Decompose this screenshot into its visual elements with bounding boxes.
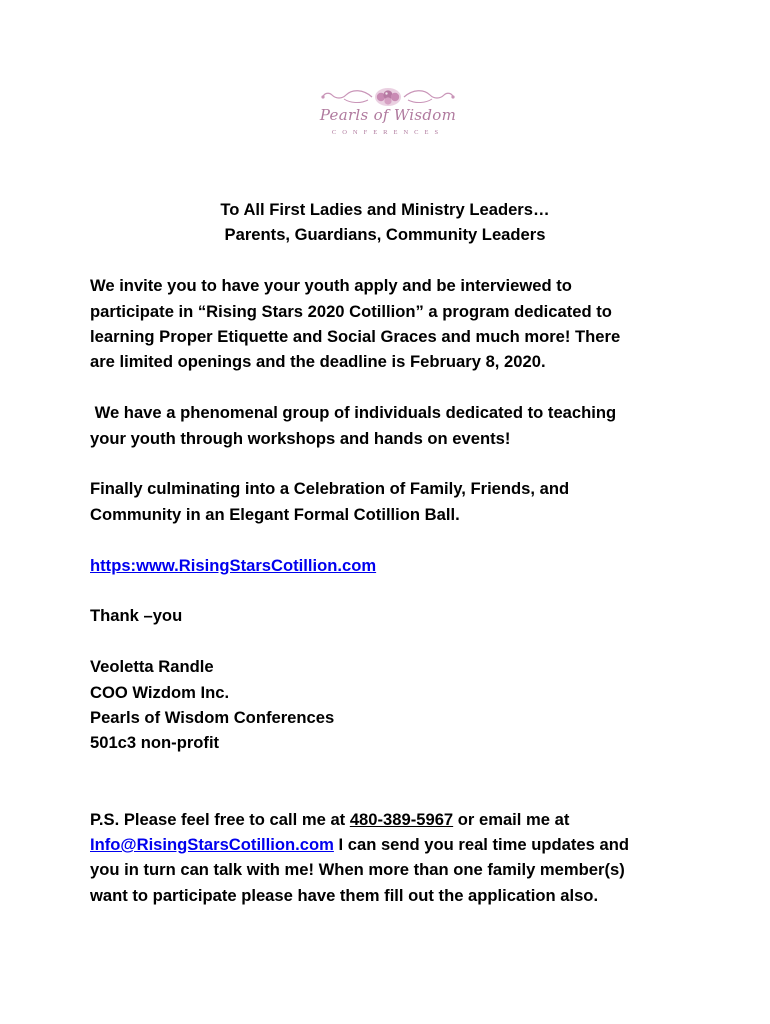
logo-script-text: Pearls of Wisdom — [319, 106, 457, 124]
para1-line-4: are limited openings and the deadline is February 8, 2020. — [90, 352, 546, 372]
signature-status: 501c3 non-profit — [90, 733, 220, 753]
para1-line-1: We invite you to have your youth apply and be interviewed to — [90, 276, 572, 296]
para3-line-2: Community in an Elegant Formal Cotillion Ball. — [90, 504, 460, 524]
signature-name: Veoletta Randle — [90, 657, 214, 677]
para2-line-2: your youth through workshops and hands on events! — [90, 428, 511, 448]
ps-intro-text: P.S. Please feel free to call me at — [90, 809, 350, 829]
phone-number[interactable]: 480-389-5967 — [349, 809, 454, 829]
ps-line-2 — [90, 832, 690, 857]
ps-line-1 — [90, 807, 690, 832]
ps-email-intro: or email me at — [453, 809, 570, 829]
pearls-of-wisdom-logo — [308, 80, 468, 146]
para2-line-1: We have a phenomenal group of individuals dedicated to teaching — [90, 403, 617, 423]
letter-body — [90, 197, 690, 908]
ps-line-2-text: I can send you real time updates and — [333, 835, 629, 855]
heading-line-1: To All First Ladies and Ministry Leaders… — [220, 200, 550, 219]
signature-org: Pearls of Wisdom Conferences — [90, 708, 335, 728]
email-link[interactable]: Info@RisingStarsCotillion.com — [90, 835, 334, 855]
signature-title: COO Wizdom Inc. — [90, 682, 230, 702]
ps-line-3: you in turn can talk with me! When more than one family member(s) — [90, 860, 625, 880]
thanks-text: Thank –you — [90, 606, 183, 626]
website-link[interactable]: https:www.RisingStarsCotillion.com — [90, 555, 377, 575]
heading-line-2: Parents, Guardians, Community Leaders — [224, 225, 546, 245]
logo-subtitle: CONFERENCES — [331, 129, 445, 136]
para1-line-3: learning Proper Etiquette and Social Graces and much more! There — [90, 327, 621, 347]
ps-line-4: want to participate please have them fill out the application also. — [90, 885, 599, 905]
para1-line-2: participate in “Rising Stars 2020 Cotillion” a program dedicated to — [90, 301, 612, 321]
para3-line-1: Finally culminating into a Celebration of Family, Friends, and — [90, 479, 570, 499]
